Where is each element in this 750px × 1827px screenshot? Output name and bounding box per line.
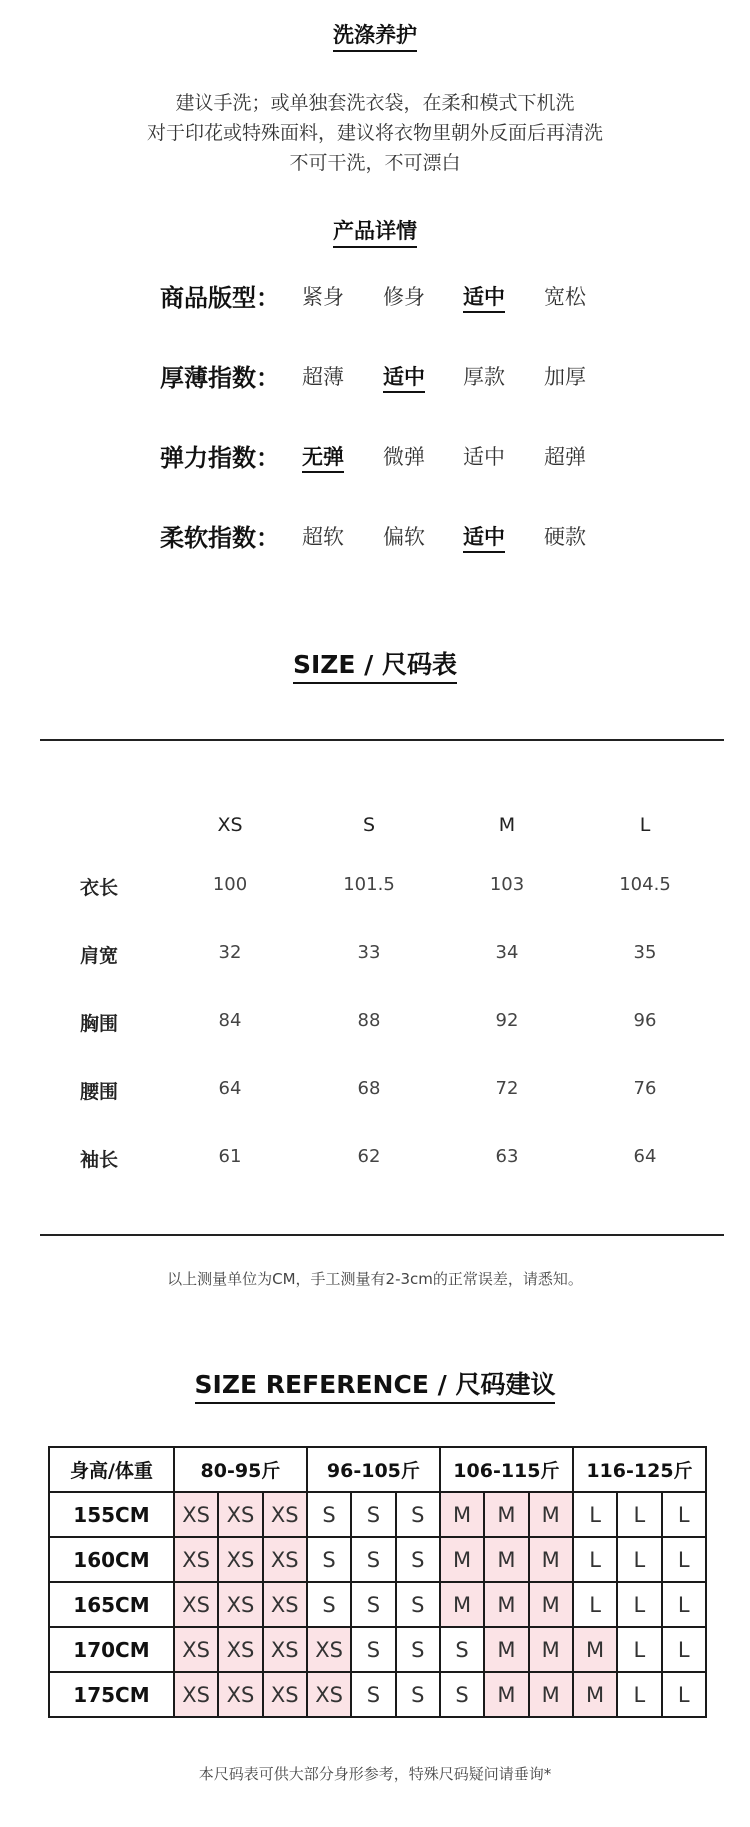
ref-size-cell: S [351, 1672, 395, 1717]
detail-label: 厚薄指数： [160, 364, 280, 392]
detail-option-label: 超薄 [302, 365, 344, 389]
detail-option [283, 361, 363, 391]
ref-size-cell: XS [307, 1672, 351, 1717]
detail-option-label: 适中 [383, 365, 425, 393]
detail-option [444, 361, 524, 391]
size-cell: 104.5 [619, 874, 671, 895]
size-reference-title: SIZE REFERENCE / 尺码建议 [195, 1370, 556, 1404]
detail-label: 商品版型： [160, 284, 280, 312]
size-header: M [498, 814, 516, 836]
ref-size-cell: L [662, 1492, 706, 1537]
ref-size-cell: XS [174, 1672, 218, 1717]
ref-size-cell: L [617, 1537, 661, 1582]
detail-option [364, 441, 444, 471]
ref-size-cell: S [307, 1492, 351, 1537]
ref-size-cell: XS [263, 1672, 307, 1717]
detail-option [364, 521, 444, 551]
ref-size-cell: L [662, 1537, 706, 1582]
ref-size-cell: S [351, 1582, 395, 1627]
detail-option-label: 适中 [463, 445, 505, 469]
ref-size-cell: S [396, 1582, 440, 1627]
size-header: L [639, 814, 651, 836]
ref-size-cell: M [440, 1492, 484, 1537]
ref-size-cell: XS [174, 1582, 218, 1627]
ref-size-cell: S [307, 1582, 351, 1627]
care-title: 洗涤养护 [333, 22, 417, 52]
size-cell: 33 [357, 942, 381, 963]
ref-size-cell: L [662, 1582, 706, 1627]
detail-option [364, 281, 444, 311]
size-reference-table [48, 1446, 707, 1718]
ref-size-cell: XS [263, 1492, 307, 1537]
details-title: 产品详情 [333, 218, 417, 248]
detail-option-selected [283, 441, 363, 471]
ref-row [49, 1537, 706, 1582]
size-row-label: 衣长 [80, 877, 119, 899]
size-table-top-divider [40, 739, 724, 741]
ref-weight-header: 96-105斤 [307, 1447, 440, 1492]
size-cell: 68 [357, 1078, 381, 1099]
detail-option [525, 361, 605, 391]
ref-size-cell: S [396, 1672, 440, 1717]
detail-option-label: 厚款 [463, 365, 505, 389]
ref-size-cell: XS [218, 1492, 262, 1537]
care-line-1: 建议手洗；或单独套洗衣袋，在柔和模式下机洗 [175, 92, 575, 114]
ref-size-cell: M [529, 1537, 573, 1582]
ref-size-cell: XS [307, 1627, 351, 1672]
ref-size-cell: L [662, 1672, 706, 1717]
ref-size-cell: L [573, 1582, 617, 1627]
ref-weight-header: 80-95斤 [174, 1447, 307, 1492]
ref-size-cell: XS [263, 1537, 307, 1582]
ref-weight-header: 116-125斤 [573, 1447, 706, 1492]
detail-option-label: 超软 [302, 525, 344, 549]
ref-size-cell: XS [218, 1582, 262, 1627]
size-header: S [362, 814, 376, 836]
ref-size-cell: S [396, 1492, 440, 1537]
size-cell: 76 [633, 1078, 657, 1099]
ref-size-cell: S [396, 1627, 440, 1672]
ref-size-cell: S [440, 1672, 484, 1717]
ref-row [49, 1627, 706, 1672]
ref-size-cell: M [484, 1582, 528, 1627]
size-row-label: 胸围 [80, 1013, 119, 1035]
ref-size-cell: M [529, 1672, 573, 1717]
size-row-label: 腰围 [80, 1081, 119, 1103]
care-line-2: 对于印花或特殊面料，建议将衣物里朝外反面后再清洗 [146, 122, 603, 144]
ref-size-cell: M [484, 1627, 528, 1672]
ref-size-cell: XS [174, 1627, 218, 1672]
detail-option [444, 441, 524, 471]
ref-size-cell: L [573, 1537, 617, 1582]
ref-size-cell: M [440, 1582, 484, 1627]
ref-row [49, 1582, 706, 1627]
ref-size-cell: M [484, 1672, 528, 1717]
detail-option [525, 441, 605, 471]
detail-option-label: 宽松 [544, 285, 586, 309]
size-table-bottom-divider [40, 1234, 724, 1236]
ref-row [49, 1492, 706, 1537]
ref-size-cell: XS [174, 1492, 218, 1537]
ref-size-cell: L [617, 1492, 661, 1537]
ref-size-cell: L [617, 1672, 661, 1717]
ref-size-cell: XS [263, 1627, 307, 1672]
size-table-note: 以上测量单位为CM，手工测量有2-3cm的正常误差，请悉知。 [167, 1270, 583, 1288]
details-title-wrap [0, 218, 750, 248]
ref-size-cell: L [573, 1492, 617, 1537]
detail-option-label: 硬款 [544, 525, 586, 549]
ref-size-cell: L [617, 1582, 661, 1627]
ref-size-cell: S [440, 1627, 484, 1672]
ref-size-cell: M [529, 1582, 573, 1627]
ref-height-label: 155CM [49, 1492, 174, 1537]
size-reference-title-wrap [0, 1370, 750, 1404]
ref-size-cell: L [662, 1627, 706, 1672]
detail-option-label: 适中 [463, 285, 505, 313]
detail-label: 弹力指数： [160, 444, 280, 472]
ref-size-cell: XS [218, 1672, 262, 1717]
size-header: XS [217, 814, 243, 836]
detail-option-selected [364, 361, 444, 391]
detail-option-selected [444, 281, 524, 311]
detail-label: 柔软指数： [160, 524, 280, 552]
ref-size-cell: L [617, 1627, 661, 1672]
detail-option-label: 偏软 [383, 525, 425, 549]
size-table-title: SIZE / 尺码表 [293, 650, 457, 684]
size-table-title-wrap [0, 650, 750, 684]
size-cell: 64 [633, 1146, 657, 1167]
care-line-3: 不可干洗，不可漂白 [289, 152, 461, 174]
detail-option-selected [444, 521, 524, 551]
detail-option [283, 281, 363, 311]
size-cell: 62 [357, 1146, 381, 1167]
size-cell: 61 [218, 1146, 242, 1167]
ref-weight-header: 106-115斤 [440, 1447, 573, 1492]
ref-size-cell: M [573, 1672, 617, 1717]
detail-option-label: 超弹 [544, 445, 586, 469]
ref-size-cell: M [440, 1537, 484, 1582]
detail-option [525, 281, 605, 311]
care-section-title-wrap [0, 22, 750, 52]
ref-size-cell: M [529, 1492, 573, 1537]
ref-size-cell: S [396, 1537, 440, 1582]
ref-size-cell: S [351, 1627, 395, 1672]
size-cell: 63 [495, 1146, 519, 1167]
size-cell: 35 [633, 942, 657, 963]
detail-option-label: 修身 [383, 285, 425, 309]
size-cell: 64 [218, 1078, 242, 1099]
ref-row [49, 1672, 706, 1717]
ref-height-label: 175CM [49, 1672, 174, 1717]
detail-option [525, 521, 605, 551]
ref-height-label: 165CM [49, 1582, 174, 1627]
size-cell: 92 [495, 1010, 519, 1031]
size-cell: 34 [495, 942, 519, 963]
size-cell: 84 [218, 1010, 242, 1031]
ref-height-label: 170CM [49, 1627, 174, 1672]
size-cell: 96 [633, 1010, 657, 1031]
detail-option [283, 521, 363, 551]
size-reference-note: 本尺码表可供大部分身形参考，特殊尺码疑问请垂询* [198, 1765, 552, 1783]
ref-size-cell: M [529, 1627, 573, 1672]
size-cell: 103 [489, 874, 525, 895]
detail-option-label: 紧身 [302, 285, 344, 309]
ref-size-cell: XS [174, 1537, 218, 1582]
ref-size-cell: XS [263, 1582, 307, 1627]
ref-size-cell: M [484, 1537, 528, 1582]
detail-option-label: 加厚 [544, 365, 586, 389]
detail-option-label: 微弹 [383, 445, 425, 469]
ref-size-cell: S [351, 1537, 395, 1582]
size-cell: 88 [357, 1010, 381, 1031]
ref-size-cell: XS [218, 1627, 262, 1672]
detail-option-label: 无弹 [302, 445, 344, 473]
ref-corner-header: 身高/体重 [49, 1447, 174, 1492]
ref-size-cell: S [307, 1537, 351, 1582]
size-row-label: 袖长 [80, 1149, 119, 1171]
detail-option-label: 适中 [463, 525, 505, 553]
ref-size-cell: M [484, 1492, 528, 1537]
size-cell: 72 [495, 1078, 519, 1099]
size-cell: 32 [218, 942, 242, 963]
ref-height-label: 160CM [49, 1537, 174, 1582]
ref-size-cell: XS [218, 1537, 262, 1582]
size-row-label: 肩宽 [80, 945, 119, 967]
size-cell: 100 [212, 874, 248, 895]
ref-size-cell: M [573, 1627, 617, 1672]
ref-size-cell: S [351, 1492, 395, 1537]
size-cell: 101.5 [343, 874, 395, 895]
